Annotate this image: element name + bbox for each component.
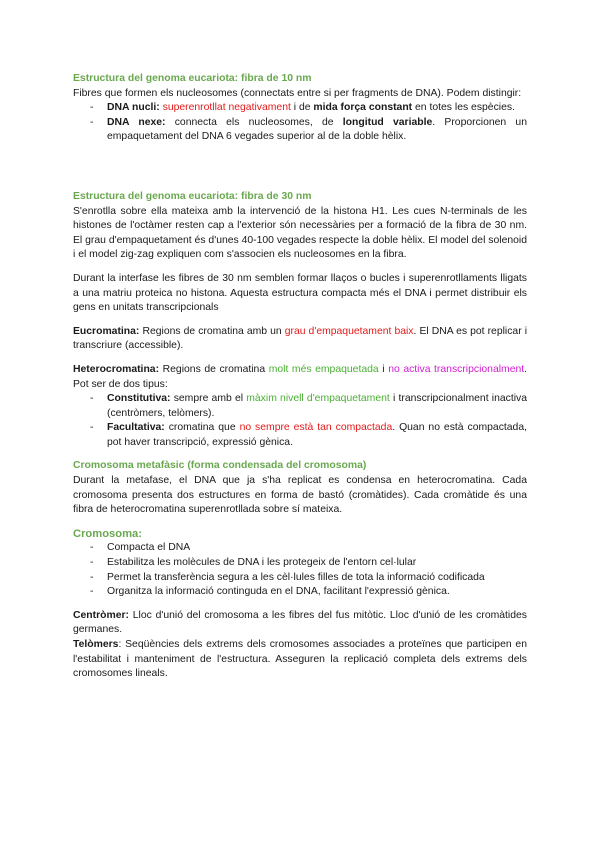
highlight-red: superenrotllat negativament bbox=[162, 102, 291, 114]
fibra-30nm-paragraph-1: S'enrotlla sobre ella mateixa amb la intervenció de la histona H1. Les cues N-terminals de les histones de l'octàmer resten cap a l'exterior són necessàries per a formació de la fibra de 30 nm. El grau d'empaquetament és d'unes 40-100 vegades respecte la doble hèlix. El model del solenoid i el model zig-zag expliquen com s'associen els nucleosomes en la fibra. bbox=[73, 205, 527, 261]
list-item bbox=[73, 421, 527, 450]
fibra-10nm-intro: Fibres que formen els nucleosomes (connectats entre si per fragments de DNA). Podem distingir: bbox=[73, 87, 522, 99]
list-item: - Permet la transferència segura a les cèl·lules filles de tota la informació codificada bbox=[73, 571, 527, 586]
term: Heterocromatina: bbox=[73, 363, 160, 375]
cromosoma-list bbox=[73, 541, 527, 599]
term: DNA nexe: bbox=[107, 116, 166, 128]
highlight-magenta: no activa transcripcionalment bbox=[388, 363, 525, 375]
text: . Quan no està compactada, pot haver transcripció, expressió gènica. bbox=[107, 422, 527, 448]
heterocromatina-paragraph bbox=[73, 363, 527, 392]
text: cromatina que bbox=[168, 422, 236, 434]
text: . El DNA es pot replicar i transcriure (accessible). bbox=[73, 325, 528, 352]
text: Lloc d'unió del cromosoma a les fibres del fus mitòtic. Lloc d'unió de les cromàtides germanes. bbox=[73, 609, 527, 636]
text: sempre amb el bbox=[173, 393, 244, 405]
highlight-green: màxim nivell d'empaquetament bbox=[246, 393, 390, 405]
fibra-30nm-paragraph-2: Durant la interfase les fibres de 30 nm semblen formar llaços o bucles i superenrotllaments lligats a una matriu proteica no histona. Aquesta estructura compacta més el DNA i permet distribuir els gens en unitats transcripcionals bbox=[73, 272, 527, 314]
term: Eucromatina: bbox=[73, 325, 140, 337]
list-item: - Compacta el DNA bbox=[73, 541, 527, 556]
bold-text: mida força constant bbox=[313, 102, 413, 114]
list-item bbox=[73, 101, 527, 116]
text: i transcripcionalment inactiva (centròmers, telòmers). bbox=[107, 393, 528, 419]
text: en totes les espècies. bbox=[415, 102, 515, 114]
term: Facultativa: bbox=[107, 422, 165, 434]
text: i de bbox=[293, 102, 311, 114]
heading-fibra-30nm: Estructura del genoma eucariota: fibra de 30 nm bbox=[73, 190, 312, 202]
text: Regions de cromatina bbox=[162, 363, 266, 375]
heading-cromosoma: Cromosoma: bbox=[73, 527, 142, 540]
document-page bbox=[73, 72, 527, 682]
centromer-paragraph bbox=[73, 609, 527, 638]
highlight-red: grau d'empaquetament baix bbox=[284, 325, 414, 337]
text: i bbox=[382, 363, 385, 375]
heterocromatina-list bbox=[73, 392, 527, 450]
telomers-paragraph bbox=[73, 638, 527, 682]
bold-text: longitud variable bbox=[342, 116, 433, 128]
text: connecta els nucleosomes, de bbox=[174, 116, 334, 128]
list-item bbox=[73, 116, 527, 145]
fibra-10nm-list bbox=[73, 101, 527, 145]
heading-fibra-10nm: Estructura del genoma eucariota: fibra de 10 nm bbox=[73, 73, 312, 84]
term: Telòmers bbox=[73, 639, 119, 650]
highlight-red: no sempre està tan compactada bbox=[239, 422, 393, 434]
list-item: - Estabilitza les molècules de DNA i les protegeix de l'entorn cel·lular bbox=[73, 556, 527, 571]
term: DNA nucli: bbox=[107, 102, 160, 114]
text: . Proporcionen un empaquetament del DNA 6 vegades superior al de la doble hèlix. bbox=[107, 116, 527, 143]
term: Centròmer: bbox=[73, 609, 130, 621]
term: Constitutiva: bbox=[107, 393, 171, 405]
list-item bbox=[73, 392, 527, 421]
heading-cromosoma-metafasic: Cromosoma metafàsic (forma condensada del cromosoma) bbox=[73, 460, 367, 472]
text: Regions de cromatina amb un bbox=[142, 325, 282, 337]
text: : Seqüències dels extrems dels cromosomes associades a proteïnes que participen en l'estabilitat i manteniment de l'estructura. Asseguren la replicació completa dels extrems dels cromosomes lineals. bbox=[73, 639, 527, 680]
list-item: - Organitza la informació continguda en el DNA, facilitant l'expressió gènica. bbox=[73, 585, 527, 600]
highlight-green: molt més empaquetada bbox=[268, 363, 379, 375]
cromosoma-metafasic-paragraph: Durant la metafase, el DNA que ja s'ha replicat es condensa en heterocromatina. Cada cromosoma presenta dos estructures en forma de bastó (cromàtides). Cada cromàtide és una fibra de heterocromatina superenrotllada sobre sí mateixa. bbox=[73, 475, 527, 516]
text: . Pot ser de dos tipus: bbox=[73, 363, 528, 390]
eucromatina-paragraph bbox=[73, 325, 527, 354]
